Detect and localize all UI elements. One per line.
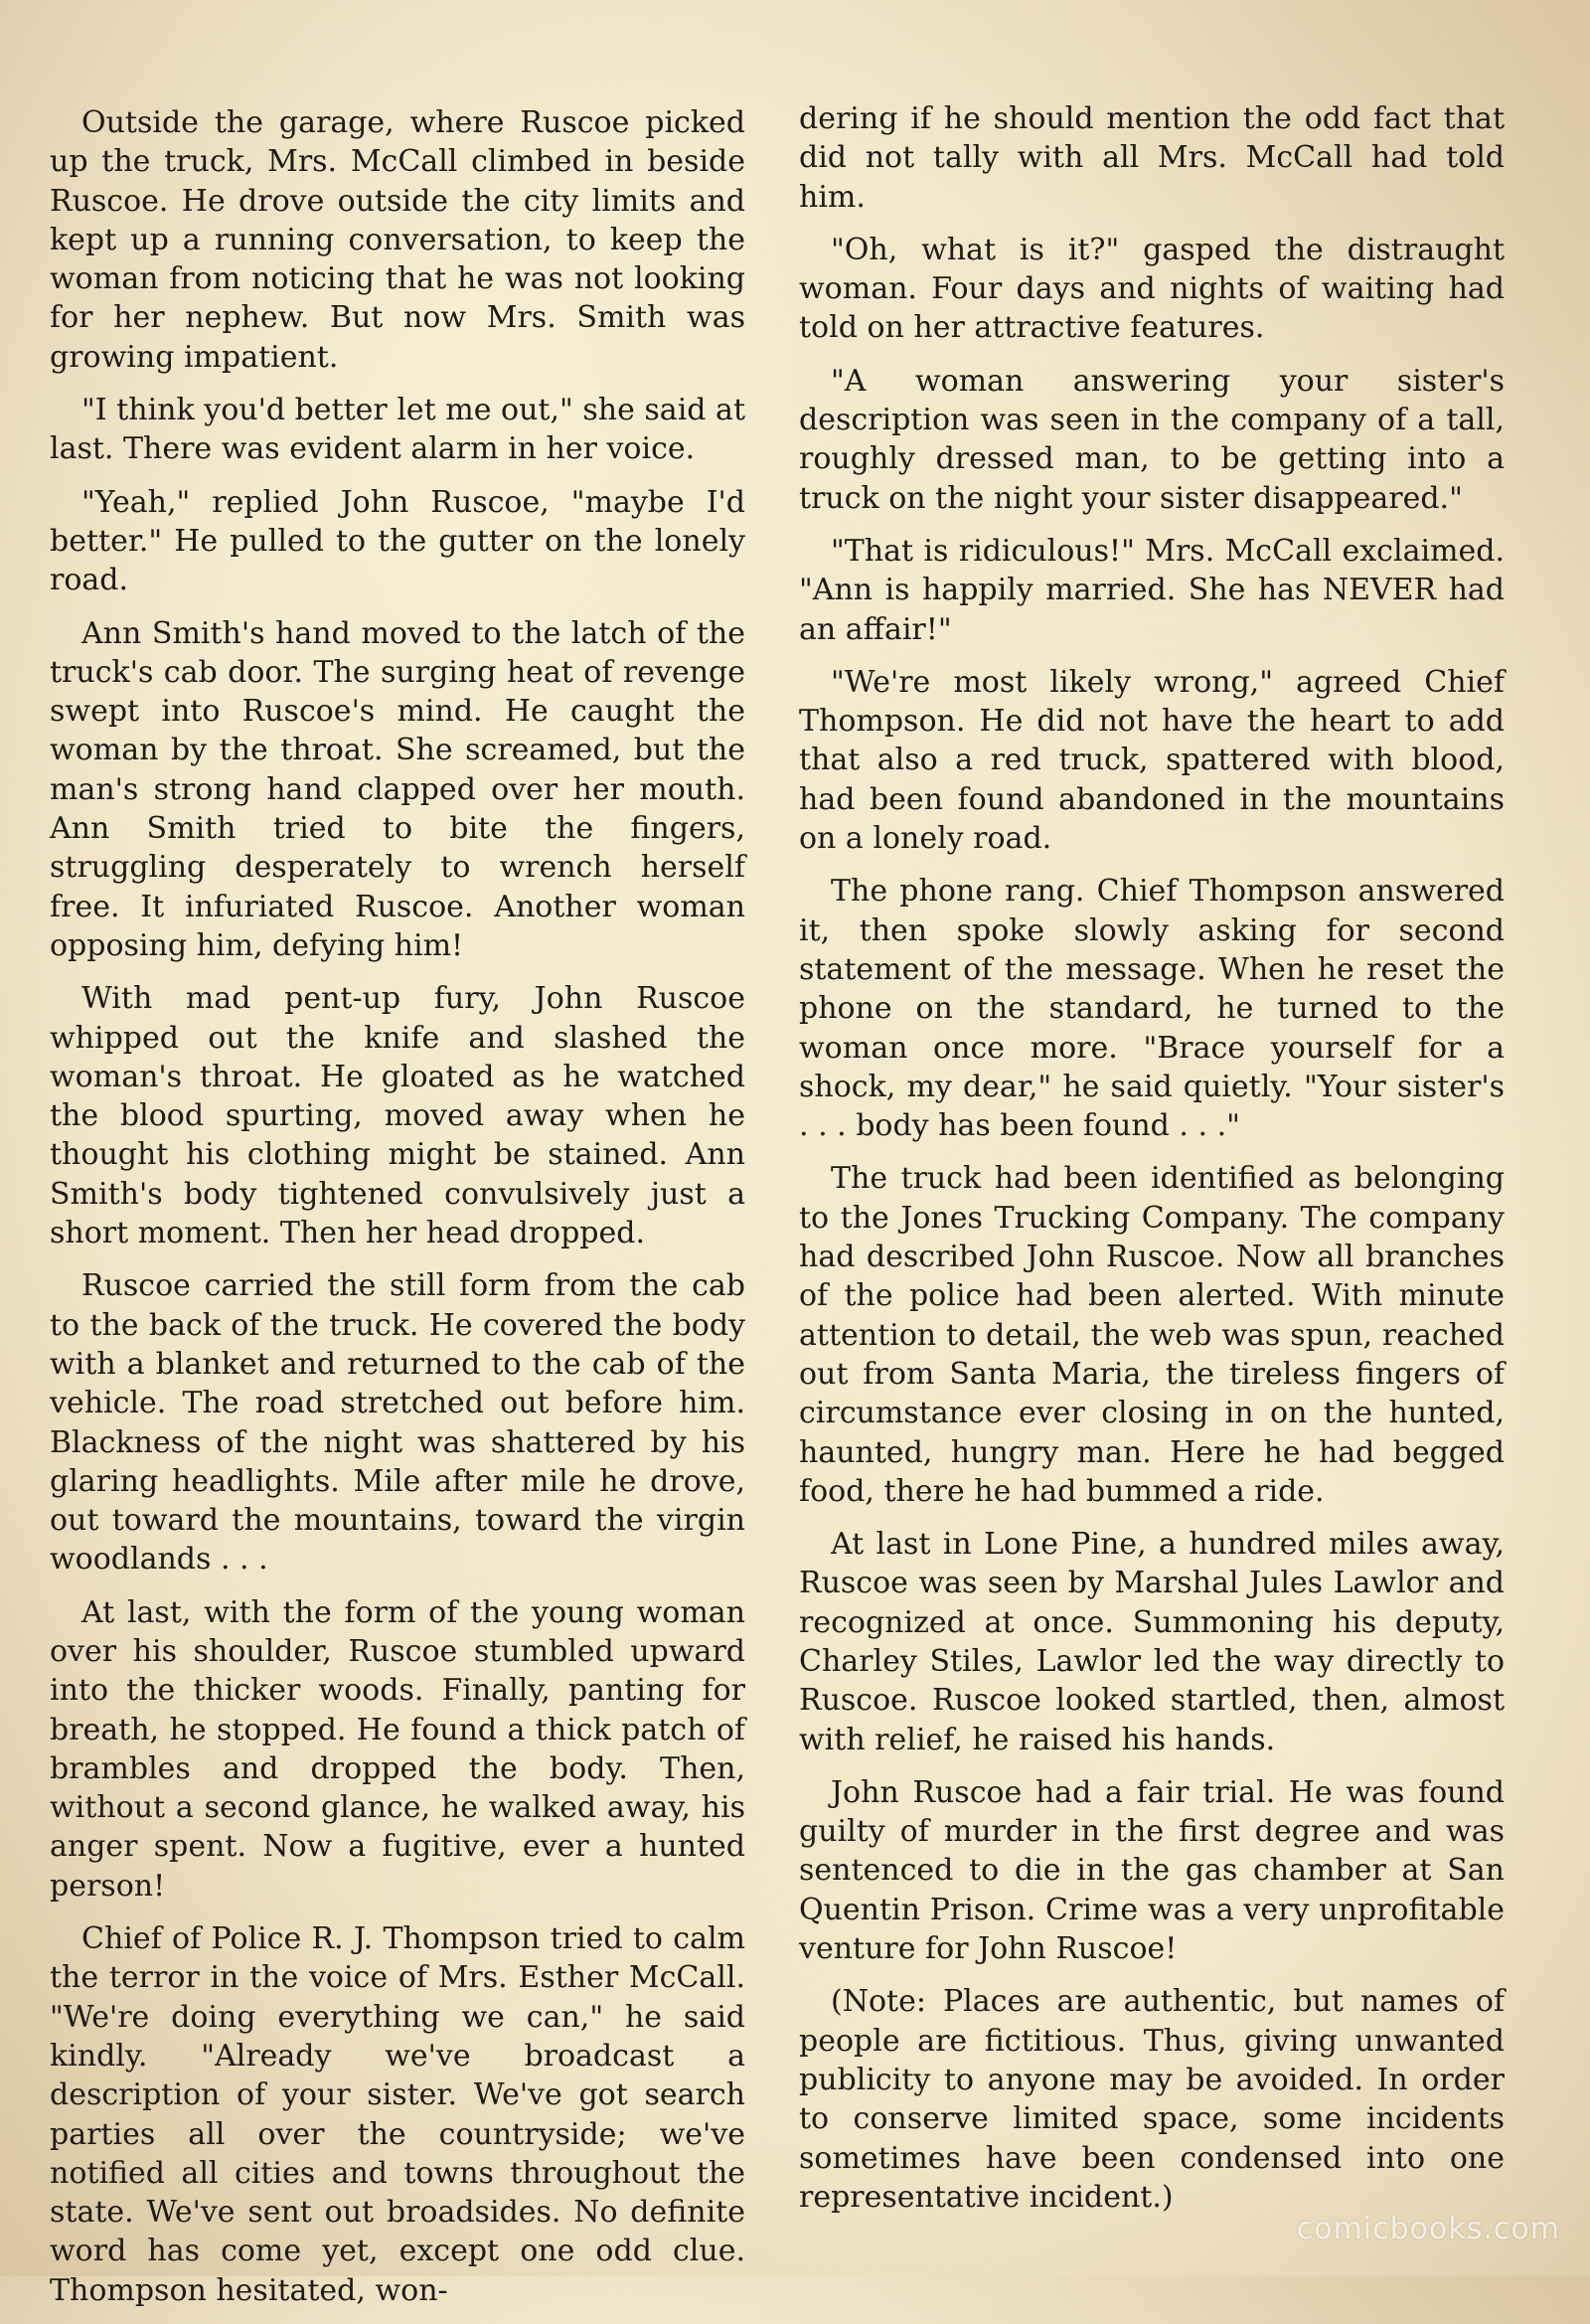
- paragraph: Ruscoe carried the still form from the cab to the back of the truck. He covered the body with a blanket and returned to the cab of the vehicle. The road stretched out before him. Blackness of the night was shattered by his glaring headlights. Mile after mile he drove, out toward the mountains, toward the virgin woodlands . . .: [50, 1268, 745, 1577]
- paragraph: (Note: Places are authentic, but names of people are fictitious. Thus, giving unwanted publicity to anyone may be avoided. In order to conserve limited space, some incidents sometimes have been condensed into one representative incident.): [799, 1984, 1505, 2215]
- paragraph: The truck had been identified as belonging to the Jones Trucking Company. The company had described John Ruscoe. Now all branches of the police had been alerted. With minute attention to detail, the web was spun, reached out from Santa Maria, the tireless fingers of circumstance ever closing in on the hunted, haunted, hungry man. Here he had begged food, there he had bummed a ride.: [799, 1161, 1505, 1509]
- paragraph: Outside the garage, where Ruscoe picked up the truck, Mrs. McCall climbed in beside Ruscoe. He drove outside the city limits and kept up a running conversation, to keep the woman from noticing that he was not looking for her nephew. But now Mrs. Smith was growing impatient.: [50, 105, 745, 375]
- paragraph: Ann Smith's hand moved to the latch of the truck's cab door. The surging heat of revenge swept into Ruscoe's mind. He caught the woman by the throat. She screamed, but the man's strong hand clapped over her mouth. Ann Smith tried to bite the fingers, struggling desperately to wrench herself free. It infuriated Ruscoe. Another woman opposing him, defying him!: [50, 615, 745, 963]
- paragraph: "That is ridiculous!" Mrs. McCall exclaimed. "Ann is happily married. She has NEVER had an affair!": [799, 533, 1505, 647]
- paragraph: At last, with the form of the young woman over his shoulder, Ruscoe stumbled upward into the thicker woods. Finally, panting for breath, he stopped. He found a thick patch of brambles and dropped the body. Then, without a second glance, he walked away, his anger spent. Now a fugitive, ever a hunted person!: [50, 1594, 745, 1904]
- paragraph: The phone rang. Chief Thompson answered it, then spoke slowly asking for second statement of the message. When he reset the phone on the standard, he turned to the woman once more. "Brace yourself for a shock, my dear," he said quietly. "Your sister's . . . body has been found . . .": [799, 874, 1505, 1144]
- paragraph: "A woman answering your sister's description was seen in the company of a tall, roughly dressed man, to be getting into a truck on the night your sister disappeared.": [799, 363, 1505, 516]
- paragraph: Chief of Police R. J. Thompson tried to calm the terror in the voice of Mrs. Esther McCall. "We're doing everything we can," he said kindly. "Already we've broadcast a description of your sister. We've got search parties all over the countryside; we've notified all cities and towns throughout the state. We've sent out broadsides. No definite word has come yet, except one odd clue. Thompson hesitated, won-: [50, 1921, 745, 2308]
- site-watermark: comicbooks.com: [1296, 2212, 1560, 2246]
- right-text-column: [799, 99, 1505, 2231]
- paragraph: "Oh, what is it?" gasped the distraught woman. Four days and nights of waiting had told on her attractive features.: [799, 232, 1505, 346]
- paragraph: "Yeah," replied John Ruscoe, "maybe I'd better." He pulled to the gutter on the lonely road.: [50, 484, 745, 598]
- paragraph-continuation: dering if he should mention the odd fact that did not tally with all Mrs. McCall had told him.: [799, 101, 1505, 215]
- paragraph: With mad pent-up fury, John Ruscoe whipped out the knife and slashed the woman's throat. He gloated as he watched the blood spurting, moved away when he thought his clothing might be stained. Ann Smith's body tightened convulsively just a short moment. Then her head dropped.: [50, 981, 745, 1251]
- paragraph: "We're most likely wrong," agreed Chief Thompson. He did not have the heart to add that also a red truck, spattered with blood, had been found abandoned in the mountains on a lonely road.: [799, 664, 1505, 857]
- left-text-column: [50, 103, 745, 2324]
- paragraph: At last in Lone Pine, a hundred miles away, Ruscoe was seen by Marshal Jules Lawlor and recognized at once. Summoning his deputy, Charley Stiles, Lawlor led the way directly to Ruscoe. Ruscoe looked startled, then, almost with relief, he raised his hands.: [799, 1527, 1505, 1757]
- paragraph: "I think you'd better let me out," she said at last. There was evident alarm in her voice.: [50, 393, 745, 467]
- paragraph: John Ruscoe had a fair trial. He was found guilty of murder in the first degree and was sentenced to die in the gas chamber at San Quentin Prison. Crime was a very unprofitable venture for John Ruscoe!: [799, 1774, 1505, 1967]
